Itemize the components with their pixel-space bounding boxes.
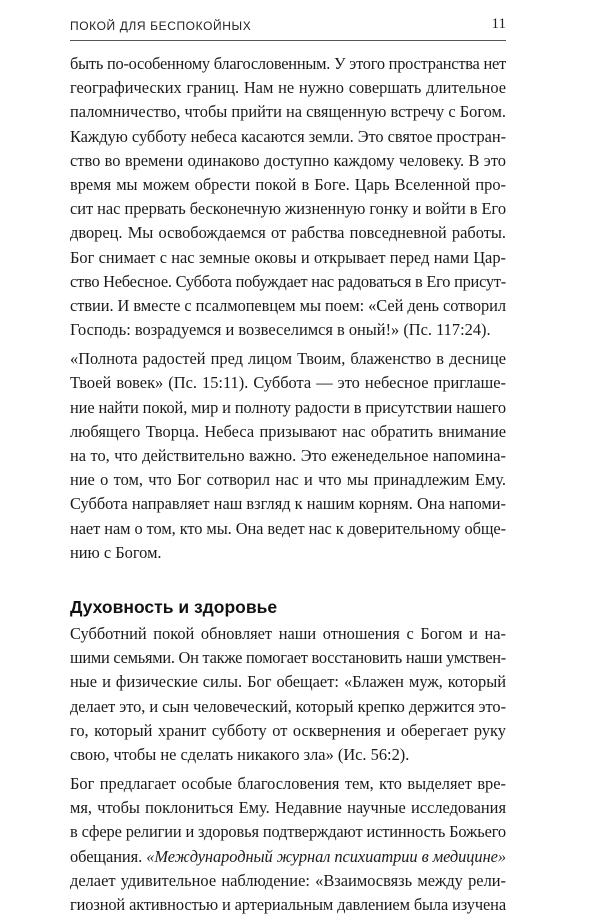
- text-line: на то, что действительно важно. Это еженедельное напомина-: [70, 446, 506, 465]
- text-line: го, который хранит субботу от осквернения и оберегает руку: [70, 720, 506, 740]
- text-line: время мы можем обрести покой в Боге. Царь Вселенной про-: [70, 174, 506, 194]
- text-line: свою, чтобы не сделать никакого зла» (Ис. 56:2).: [70, 744, 410, 764]
- text-line: быть по-особенному благословенным. У этого пространства нет: [70, 54, 506, 73]
- text-line: Каждую субботу небеса касаются земли. Это святое простран-: [70, 126, 506, 146]
- text-line: делает это, и сын человеческий, который крепко держится это-: [70, 696, 506, 716]
- text-line: Бог предлагает особые благословения тем, кто выделяет вре-: [70, 774, 506, 794]
- body-text: [70, 52, 506, 922]
- text-line: Господь: возрадуемся и возвеселимся в оный!» (Пс. 117:24).: [70, 320, 491, 340]
- paragraph-4: [70, 772, 506, 917]
- section-heading: Духовность и здоровье: [70, 596, 278, 617]
- text-line: в сфере религии и здоровья подтверждают истинность Божьего: [70, 822, 506, 842]
- text-line: ние о том, что Бог сотворил нас и что мы принадлежим Ему.: [70, 470, 506, 490]
- text-line: ные и физические силы. Бог обещает: «Блажен муж, который: [70, 672, 506, 692]
- text-line-with-citation: [70, 845, 506, 869]
- text-fragment: обещания.: [70, 846, 147, 866]
- text-line: ние найти покой, мир и полноту радости в присутствии нашего: [70, 397, 506, 417]
- paragraph-2: [70, 347, 506, 565]
- page-number: 11: [491, 16, 506, 32]
- paragraph-1: [70, 52, 506, 342]
- text-line: ствии. И вместе с псалмопевцем мы поем: «Сей день сотворил: [70, 295, 506, 315]
- text-line: географических границ. Нам не нужно совершать длительное: [70, 78, 506, 98]
- running-head-title: ПОКОЙ ДЛЯ БЕСПОКОЙНЫХ: [70, 19, 252, 33]
- journal-title: «Международный журнал психиатрии в медицине»: [146, 846, 506, 866]
- text-line: ство во времени одинаково доступно каждому человеку. В это: [70, 150, 506, 170]
- text-line: паломничество, чтобы прийти на священную встречу с Богом.: [70, 102, 506, 122]
- text-line: мя, чтобы поклониться Ему. Недавние научные исследования: [70, 798, 506, 818]
- text-line: ство Небесное. Суббота побуждает нас радоваться в Его присут-: [70, 271, 506, 291]
- text-line: гиозной активностью и артериальным давлением была изучена: [70, 895, 506, 914]
- text-line: дворец. Мы освобождаемся от рабства повседневной работы.: [70, 223, 506, 243]
- text-line: «Полнота радостей пред лицом Твоим, блаженство в деснице: [70, 349, 506, 369]
- text-line: Суббота направляет наш взгляд к нашим корням. Она напоми-: [70, 494, 506, 514]
- text-line: шими семьями. Он также помогает восстановить наши умствен-: [70, 648, 506, 668]
- text-line: делает удивительное наблюдение: «Взаимосвязь между рели-: [70, 870, 506, 890]
- text-line: Субботний покой обновляет наши отношения с Богом и на-: [70, 623, 506, 643]
- paragraph-3: [70, 622, 506, 767]
- text-line: Твоей вовек» (Пс. 15:11). Суббота — это небесное приглаше-: [70, 373, 506, 393]
- text-line: Бог снимает с нас земные оковы и открывает перед нами Цар-: [70, 247, 506, 267]
- text-line: нает нам о том, кто мы. Она ведет нас к доверительному обще-: [70, 518, 506, 538]
- text-line: любящего Творца. Небеса призывают нас обратить внимание: [70, 421, 506, 441]
- running-head: [70, 16, 506, 41]
- text-line: сит нас прервать бесконечную жизненную гонку и войти в Его: [70, 199, 506, 219]
- text-line: нию с Богом.: [70, 542, 162, 562]
